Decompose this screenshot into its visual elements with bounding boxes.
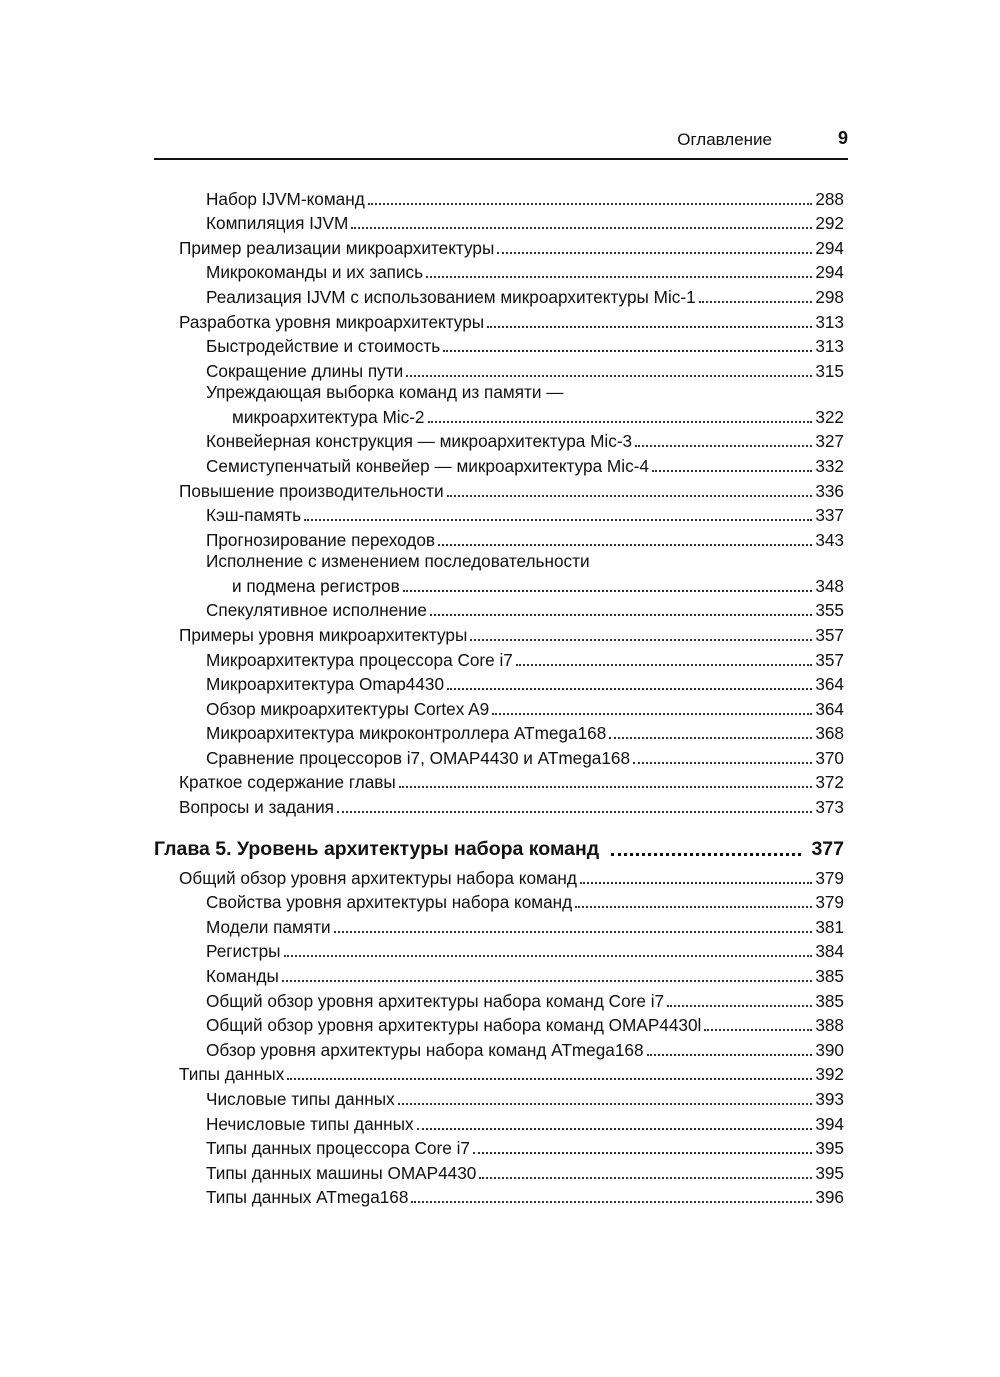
toc-entry[interactable] [154, 282, 844, 307]
toc-leader [443, 349, 812, 352]
toc-leader [487, 325, 812, 328]
toc-entry[interactable] [154, 743, 844, 768]
toc-entry-title: Команды [206, 966, 279, 987]
toc-page-number: 390 [815, 1039, 844, 1060]
running-header [154, 128, 848, 160]
toc-page-number: 370 [815, 747, 844, 768]
toc-leader [699, 300, 813, 303]
toc-entry[interactable] [154, 1183, 844, 1208]
toc-entry[interactable] [154, 258, 844, 283]
toc-entry[interactable] [154, 332, 844, 357]
toc-page-number: 313 [815, 311, 844, 332]
toc-entry-title: Исполнение с изменением последовательности [206, 550, 590, 571]
toc-entry-title: Сравнение процессоров i7, OMAP4430 и ATmega168 [206, 747, 631, 768]
toc-page-number: 343 [815, 529, 844, 550]
toc-entry-title: Компиляция IJVM [206, 213, 349, 234]
toc-entry[interactable] [154, 670, 844, 695]
toc-entry-title: Общий обзор уровня архитектуры набора команд [179, 867, 577, 888]
toc-entry[interactable] [154, 863, 844, 888]
toc-page-number: 379 [815, 892, 844, 913]
toc-entry[interactable] [154, 356, 844, 381]
toc-leader [473, 1151, 812, 1154]
toc-page-number: 313 [815, 336, 844, 357]
toc-entry[interactable] [154, 888, 844, 913]
toc-page-number: 373 [815, 797, 844, 818]
toc-page-number: 395 [815, 1162, 844, 1183]
toc-entry-title: Модели памяти [206, 916, 331, 937]
toc-entry-title: Числовые типы данных [206, 1089, 395, 1109]
toc-page-number: 288 [815, 188, 844, 209]
toc-page-number: 292 [815, 213, 844, 234]
toc-entry[interactable] [154, 1084, 844, 1109]
toc-entry-title: Микроархитектура микроконтроллера ATmega168 [206, 723, 607, 744]
toc-leader [426, 275, 812, 278]
toc-entry-title: Свойства уровня архитектуры набора команд [206, 892, 573, 913]
toc-leader [652, 469, 812, 472]
toc-page-number: 357 [815, 624, 844, 645]
toc-leader [351, 226, 812, 229]
toc-entry[interactable] [154, 937, 844, 962]
toc-entry[interactable] [154, 1060, 844, 1085]
toc-entry[interactable] [154, 550, 844, 596]
toc-leader [635, 444, 812, 447]
toc-page-number: 385 [815, 966, 844, 987]
toc-entry[interactable] [154, 694, 844, 719]
toc-leader [368, 202, 813, 205]
toc-entry[interactable] [154, 912, 844, 937]
toc-leader [337, 810, 812, 813]
toc-entry[interactable] [154, 427, 844, 452]
toc-entry-title: Быстродействие и стоимость [206, 336, 441, 357]
toc-leader [470, 638, 812, 641]
toc-leader [287, 1077, 812, 1080]
toc-entry-title: Упреждающая выборка команд из памяти — [206, 381, 564, 402]
toc-entry-title: Пример реализации микроархитектуры [179, 237, 495, 258]
toc-entry-title: Семиступенчатый конвейер — микроархитектура Mic-4 [206, 455, 649, 476]
toc-entry[interactable] [154, 501, 844, 526]
toc-page-number: 294 [815, 237, 844, 258]
toc-page-number: 298 [815, 286, 844, 307]
toc-entry[interactable] [154, 381, 844, 427]
toc-entry[interactable] [154, 719, 844, 744]
toc-page-number: 388 [815, 1015, 844, 1036]
toc-entry-title: Вопросы и задания [179, 797, 334, 818]
toc-page-number: 364 [815, 698, 844, 719]
toc-leader [438, 543, 812, 546]
toc-leader [479, 1176, 812, 1179]
toc-leader [430, 613, 812, 616]
toc-entry[interactable] [154, 768, 844, 793]
toc-entry-title: Разработка уровня микроархитектуры [179, 311, 485, 332]
toc-leader [580, 881, 812, 884]
toc-leader [609, 736, 812, 739]
toc-page-number: 392 [815, 1064, 844, 1085]
toc-leader [492, 712, 812, 715]
toc-entry-title: Регистры [206, 941, 281, 962]
toc-entry-title: Конвейерная конструкция — микроархитектура Mic-3 [206, 431, 633, 452]
toc-page-number: 357 [815, 649, 844, 670]
toc-entry-title: Типы данных ATmega168 [206, 1187, 409, 1208]
toc-page-number: 355 [815, 600, 844, 621]
toc-leader [704, 1028, 812, 1031]
table-of-contents [154, 184, 844, 1207]
toc-entry[interactable] [154, 1109, 844, 1134]
toc-leader [417, 1127, 813, 1130]
toc-leader [667, 1004, 812, 1007]
toc-chapter-title: Глава 5. Уровень архитектуры набора команд [154, 838, 600, 861]
toc-entry-title: Типы данных [179, 1064, 285, 1085]
toc-leader [647, 1053, 813, 1056]
toc-leader [282, 979, 812, 982]
toc-entry[interactable] [154, 1158, 844, 1183]
toc-leader [403, 589, 813, 592]
toc-entry-title: Кэш-память [206, 505, 302, 526]
toc-leader [516, 663, 812, 666]
toc-leader [406, 374, 812, 377]
toc-entry-title-continued: микроархитектура Mic-2 [232, 406, 425, 427]
toc-page-number: 385 [815, 990, 844, 1011]
toc-leader [447, 494, 813, 497]
toc-entry[interactable] [154, 620, 844, 645]
toc-page-number: 322 [815, 406, 844, 427]
toc-entry-title: Набор IJVM-команд [206, 188, 365, 209]
toc-leader [398, 1102, 813, 1105]
toc-entry[interactable] [154, 233, 844, 258]
toc-entry-title: Спекулятивное исполнение [206, 600, 427, 621]
toc-leader [428, 420, 813, 423]
toc-entry[interactable] [154, 1035, 844, 1060]
toc-entry-title: Прогнозирование переходов [206, 529, 436, 550]
toc-page-number: 348 [815, 575, 844, 596]
toc-entry-title: Примеры уровня микроархитектуры [179, 624, 468, 645]
toc-entry[interactable] [154, 451, 844, 476]
toc-page-number: 294 [815, 262, 844, 283]
toc-entry-title: Типы данных процессора Core i7 [206, 1138, 470, 1159]
toc-leader [497, 251, 812, 254]
toc-leader [304, 518, 812, 521]
toc-page-number: 315 [815, 360, 844, 381]
toc-page-number: 381 [815, 916, 844, 937]
toc-entry-title: Повышение производительности [179, 480, 444, 501]
running-title: Оглавление [677, 130, 772, 149]
toc-leader [575, 905, 812, 908]
toc-page-number: 394 [815, 1113, 844, 1134]
toc-entry-title: Обзор микроархитектуры Cortex A9 [206, 698, 490, 719]
toc-entry[interactable] [154, 596, 844, 621]
toc-page-number: 393 [815, 1089, 844, 1109]
toc-leader [633, 761, 812, 764]
toc-leader [611, 852, 801, 856]
toc-entry[interactable] [154, 209, 844, 234]
toc-page-number: 336 [815, 480, 844, 501]
toc-entry[interactable] [154, 986, 844, 1011]
toc-page-number: 327 [815, 431, 844, 452]
toc-entry-title: Реализация IJVM с использованием микроархитектуры Mic-1 [206, 286, 696, 307]
toc-entry-title: Обзор уровня архитектуры набора команд ATmega168 [206, 1039, 644, 1060]
toc-page-number: 395 [815, 1138, 844, 1159]
toc-entry-title: Сокращение длины пути [206, 360, 404, 381]
toc-chapter[interactable] [154, 831, 844, 861]
toc-page-number: 337 [815, 505, 844, 526]
toc-leader [399, 785, 813, 788]
toc-leader [334, 930, 813, 933]
toc-page-number: 396 [815, 1187, 844, 1208]
toc-entry-title: Микроархитектура процессора Core i7 [206, 649, 513, 670]
toc-leader [284, 954, 813, 957]
toc-page-number: 379 [815, 867, 844, 888]
toc-entry[interactable] [154, 645, 844, 670]
page-number: 9 [837, 128, 848, 148]
toc-entry-title: Общий обзор уровня архитектуры набора команд OMAP4430l [206, 1015, 702, 1036]
toc-entry-title: Микрокоманды и их запись [206, 262, 424, 283]
toc-page-number: 364 [815, 674, 844, 695]
toc-entry[interactable] [154, 184, 844, 209]
toc-entry-title: Микроархитектура Omap4430 [206, 674, 445, 695]
toc-page-number: 368 [815, 723, 844, 744]
toc-page-number: 384 [815, 941, 844, 962]
toc-entry-title: Краткое содержание главы [179, 772, 396, 793]
toc-entry[interactable] [154, 307, 844, 332]
toc-entry[interactable] [154, 1134, 844, 1159]
toc-entry[interactable] [154, 1011, 844, 1036]
toc-entry-title-continued: и подмена регистров [232, 575, 400, 596]
toc-entry-title: Нечисловые типы данных [206, 1113, 414, 1134]
toc-leader [447, 687, 812, 690]
toc-entry-title: Типы данных машины OMAP4430 [206, 1162, 477, 1183]
toc-entry[interactable] [154, 476, 844, 501]
toc-entry[interactable] [154, 961, 844, 986]
toc-page-number: 377 [811, 838, 844, 861]
toc-page-number: 372 [815, 772, 844, 793]
toc-leader [411, 1200, 812, 1203]
toc-entry[interactable] [154, 525, 844, 550]
toc-entry[interactable] [154, 792, 844, 817]
toc-entry-title: Общий обзор уровня архитектуры набора команд Core i7 [206, 990, 665, 1011]
toc-page-number: 332 [815, 455, 844, 476]
